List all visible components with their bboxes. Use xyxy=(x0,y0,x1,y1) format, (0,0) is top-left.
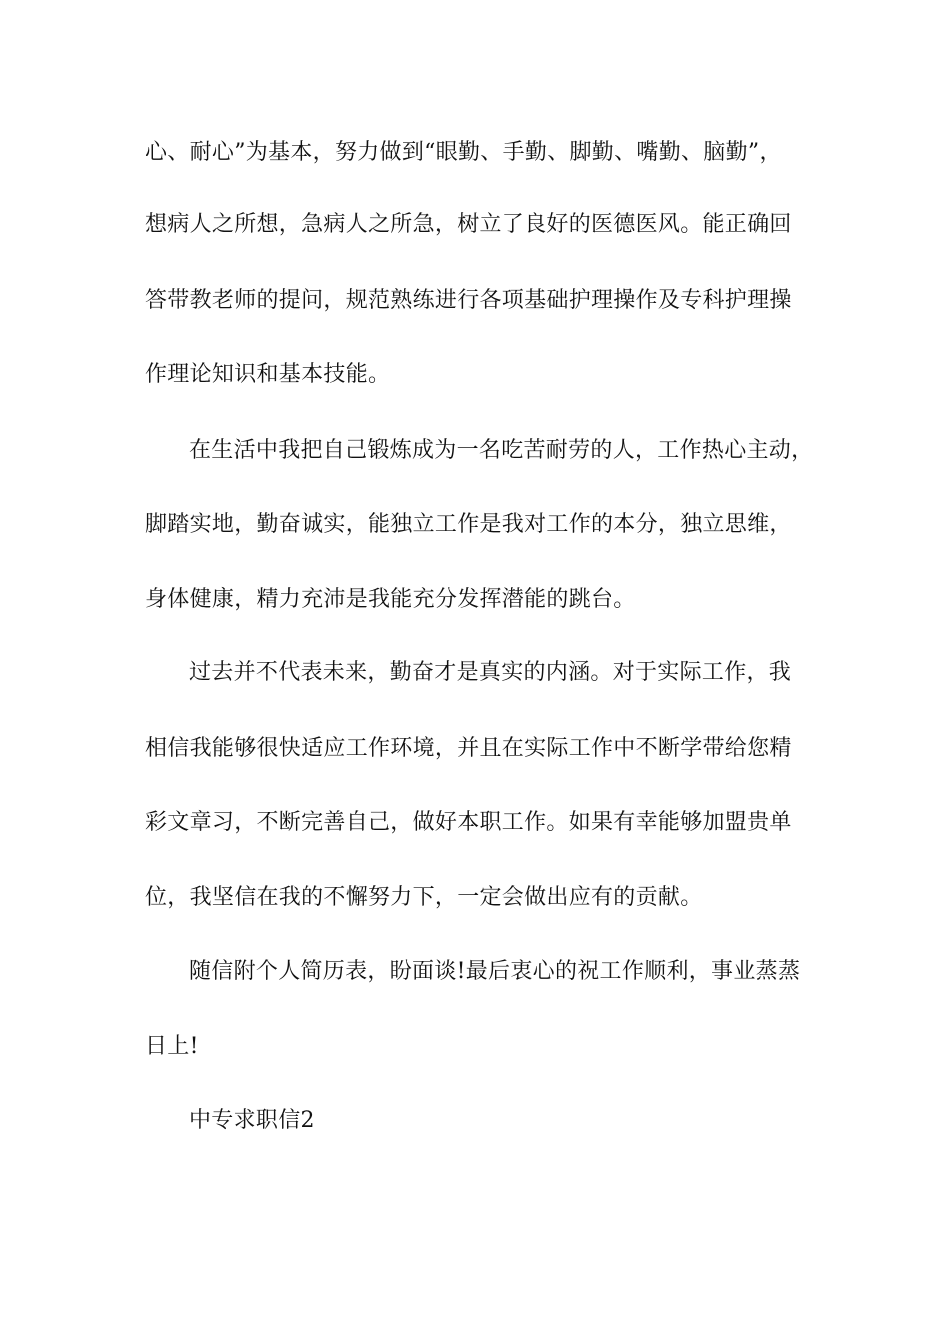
text-line: 答带教老师的提问，规范熟练进行各项基础护理操作及专科护理操 xyxy=(145,288,792,313)
text-line: 相信我能够很快适应工作环境，并且在实际工作中不断学带给您精 xyxy=(145,736,792,761)
text-line: 想病人之所想，急病人之所急，树立了良好的医德医风。能正确回 xyxy=(145,212,792,237)
section-heading: 中专求职信2 xyxy=(189,1108,315,1133)
text-line: 作理论知识和基本技能。 xyxy=(145,362,391,387)
text-line: 身体健康，精力充沛是我能充分发挥潜能的跳台。 xyxy=(145,587,636,612)
text-line: 心、耐心”为基本，努力做到“眼勤、手勤、脚勤、嘴勤、脑勤”， xyxy=(145,140,782,165)
text-line: 彩文章习，不断完善自己，做好本职工作。如果有幸能够加盟贵单 xyxy=(145,810,792,835)
paragraph-start-line: 随信附个人简历表，盼面谈!最后衷心的祝工作顺利，事业蒸蒸 xyxy=(189,959,801,984)
paragraph-start-line: 过去并不代表未来，勤奋才是真实的内涵。对于实际工作，我 xyxy=(189,660,792,685)
text-line: 脚踏实地，勤奋诚实，能独立工作是我对工作的本分，独立思维， xyxy=(145,512,792,537)
text-line: 日上! xyxy=(145,1034,199,1059)
text-line: 位，我坚信在我的不懈努力下，一定会做出应有的贡献。 xyxy=(145,885,703,910)
paragraph-start-line: 在生活中我把自己锻炼成为一名吃苦耐劳的人，工作热心主动， xyxy=(189,438,814,463)
